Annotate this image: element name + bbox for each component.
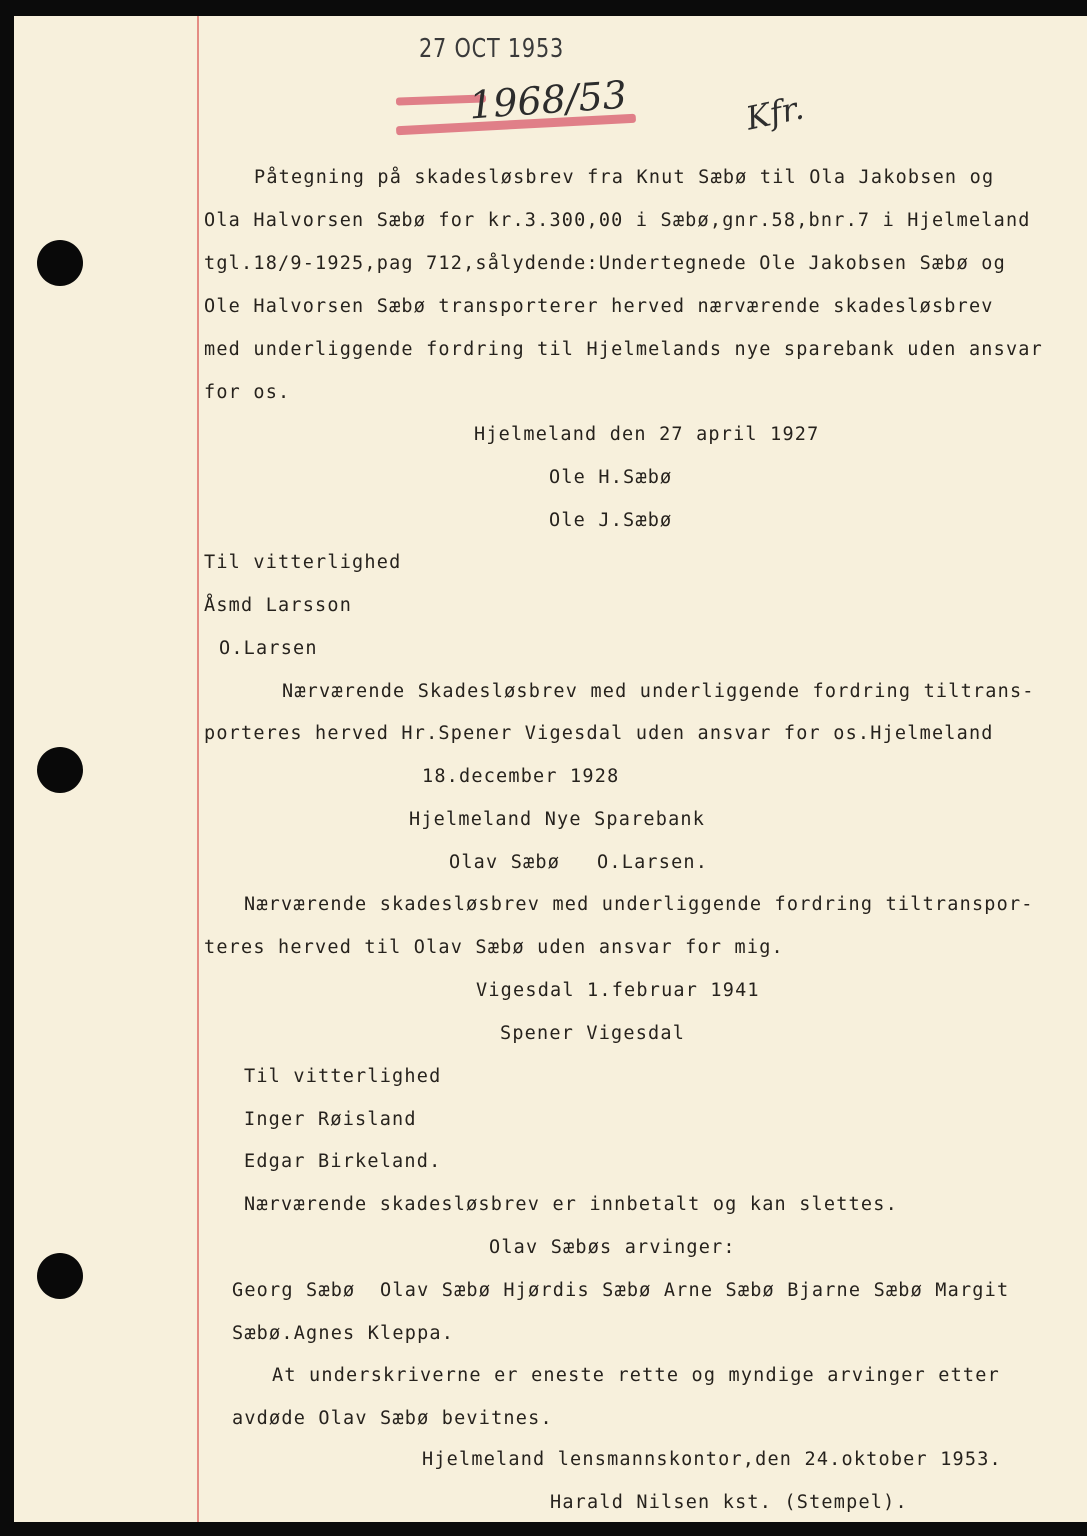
- punch-hole: [37, 240, 83, 286]
- text-line: Til vitterlighed: [204, 552, 402, 573]
- place-date-line: Vigesdal 1.februar 1941: [476, 980, 760, 1001]
- signature-line: Spener Vigesdal: [500, 1023, 686, 1044]
- place-date-line: Hjelmeland den 27 april 1927: [474, 424, 820, 445]
- witness-line: Åsmd Larsson: [204, 595, 353, 616]
- document-page: [14, 16, 1087, 1522]
- date-stamp: 27 OCT 1953: [419, 34, 565, 64]
- text-line: Påtegning på skadesløsbrev fra Knut Sæbø til Ola Jakobsen og: [254, 167, 995, 188]
- text-line: Nærværende Skadesløsbrev med underliggende fordring tiltrans-: [282, 681, 1035, 702]
- signature-line: Olav Sæbø O.Larsen.: [449, 852, 709, 873]
- witness-line: O.Larsen: [219, 638, 318, 659]
- text-line: med underliggende fordring til Hjelmelands nye sparebank uden ansvar: [204, 339, 1043, 360]
- text-line: Nærværende skadesløsbrev med underliggende fordring tiltranspor-: [244, 894, 1034, 915]
- text-line: teres herved til Olav Sæbø uden ansvar for mig.: [204, 937, 784, 958]
- watermark: [332, 376, 484, 386]
- text-line: Ola Halvorsen Sæbø for kr.3.300,00 i Sæbø,gnr.58,bnr.7 i Hjelmeland: [204, 210, 1031, 231]
- witness-line: Edgar Birkeland.: [244, 1151, 442, 1172]
- watermark-shape: [363, 376, 373, 386]
- text-line: porteres herved Hr.Spener Vigesdal uden ansvar for os.Hjelmeland: [204, 723, 994, 744]
- clerk-initials: Kfr.: [742, 88, 808, 138]
- signature-line: Hjelmeland Nye Sparebank: [409, 809, 706, 830]
- text-line: Ole Halvorsen Sæbø transporterer herved nærværende skadesløsbrev: [204, 296, 994, 317]
- text-line: Georg Sæbø Olav Sæbø Hjørdis Sæbø Arne Sæbø Bjarne Sæbø Margit: [232, 1280, 1010, 1301]
- signature-line: Ole H.Sæbø: [549, 467, 673, 488]
- heading-line: Olav Sæbøs arvinger:: [489, 1237, 736, 1258]
- place-date-line: Hjelmeland lensmannskontor,den 24.oktober 1953.: [422, 1449, 1002, 1470]
- signature-line: Ole J.Sæbø: [549, 510, 673, 531]
- text-line: Nærværende skadesløsbrev er innbetalt og kan slettes.: [244, 1194, 898, 1215]
- text-line: avdøde Olav Sæbø bevitnes.: [232, 1408, 553, 1429]
- margin-line: [197, 16, 199, 1522]
- text-line: Til vitterlighed: [244, 1066, 442, 1087]
- text-line: for os.: [204, 382, 291, 403]
- text-line: tgl.18/9-1925,pag 712,sålydende:Undertegnede Ole Jakobsen Sæbø og: [204, 253, 1006, 274]
- punch-hole: [37, 1253, 83, 1299]
- punch-hole: [37, 747, 83, 793]
- registration-number: 1968/53: [467, 72, 629, 128]
- place-date-line: 18.december 1928: [422, 766, 620, 787]
- text-line: Sæbø.Agnes Kleppa.: [232, 1323, 455, 1344]
- witness-line: Inger Røisland: [244, 1109, 417, 1130]
- text-line: At underskriverne er eneste rette og myndige arvinger etter: [272, 1365, 1000, 1386]
- signature-line: Harald Nilsen kst. (Stempel).: [550, 1492, 908, 1513]
